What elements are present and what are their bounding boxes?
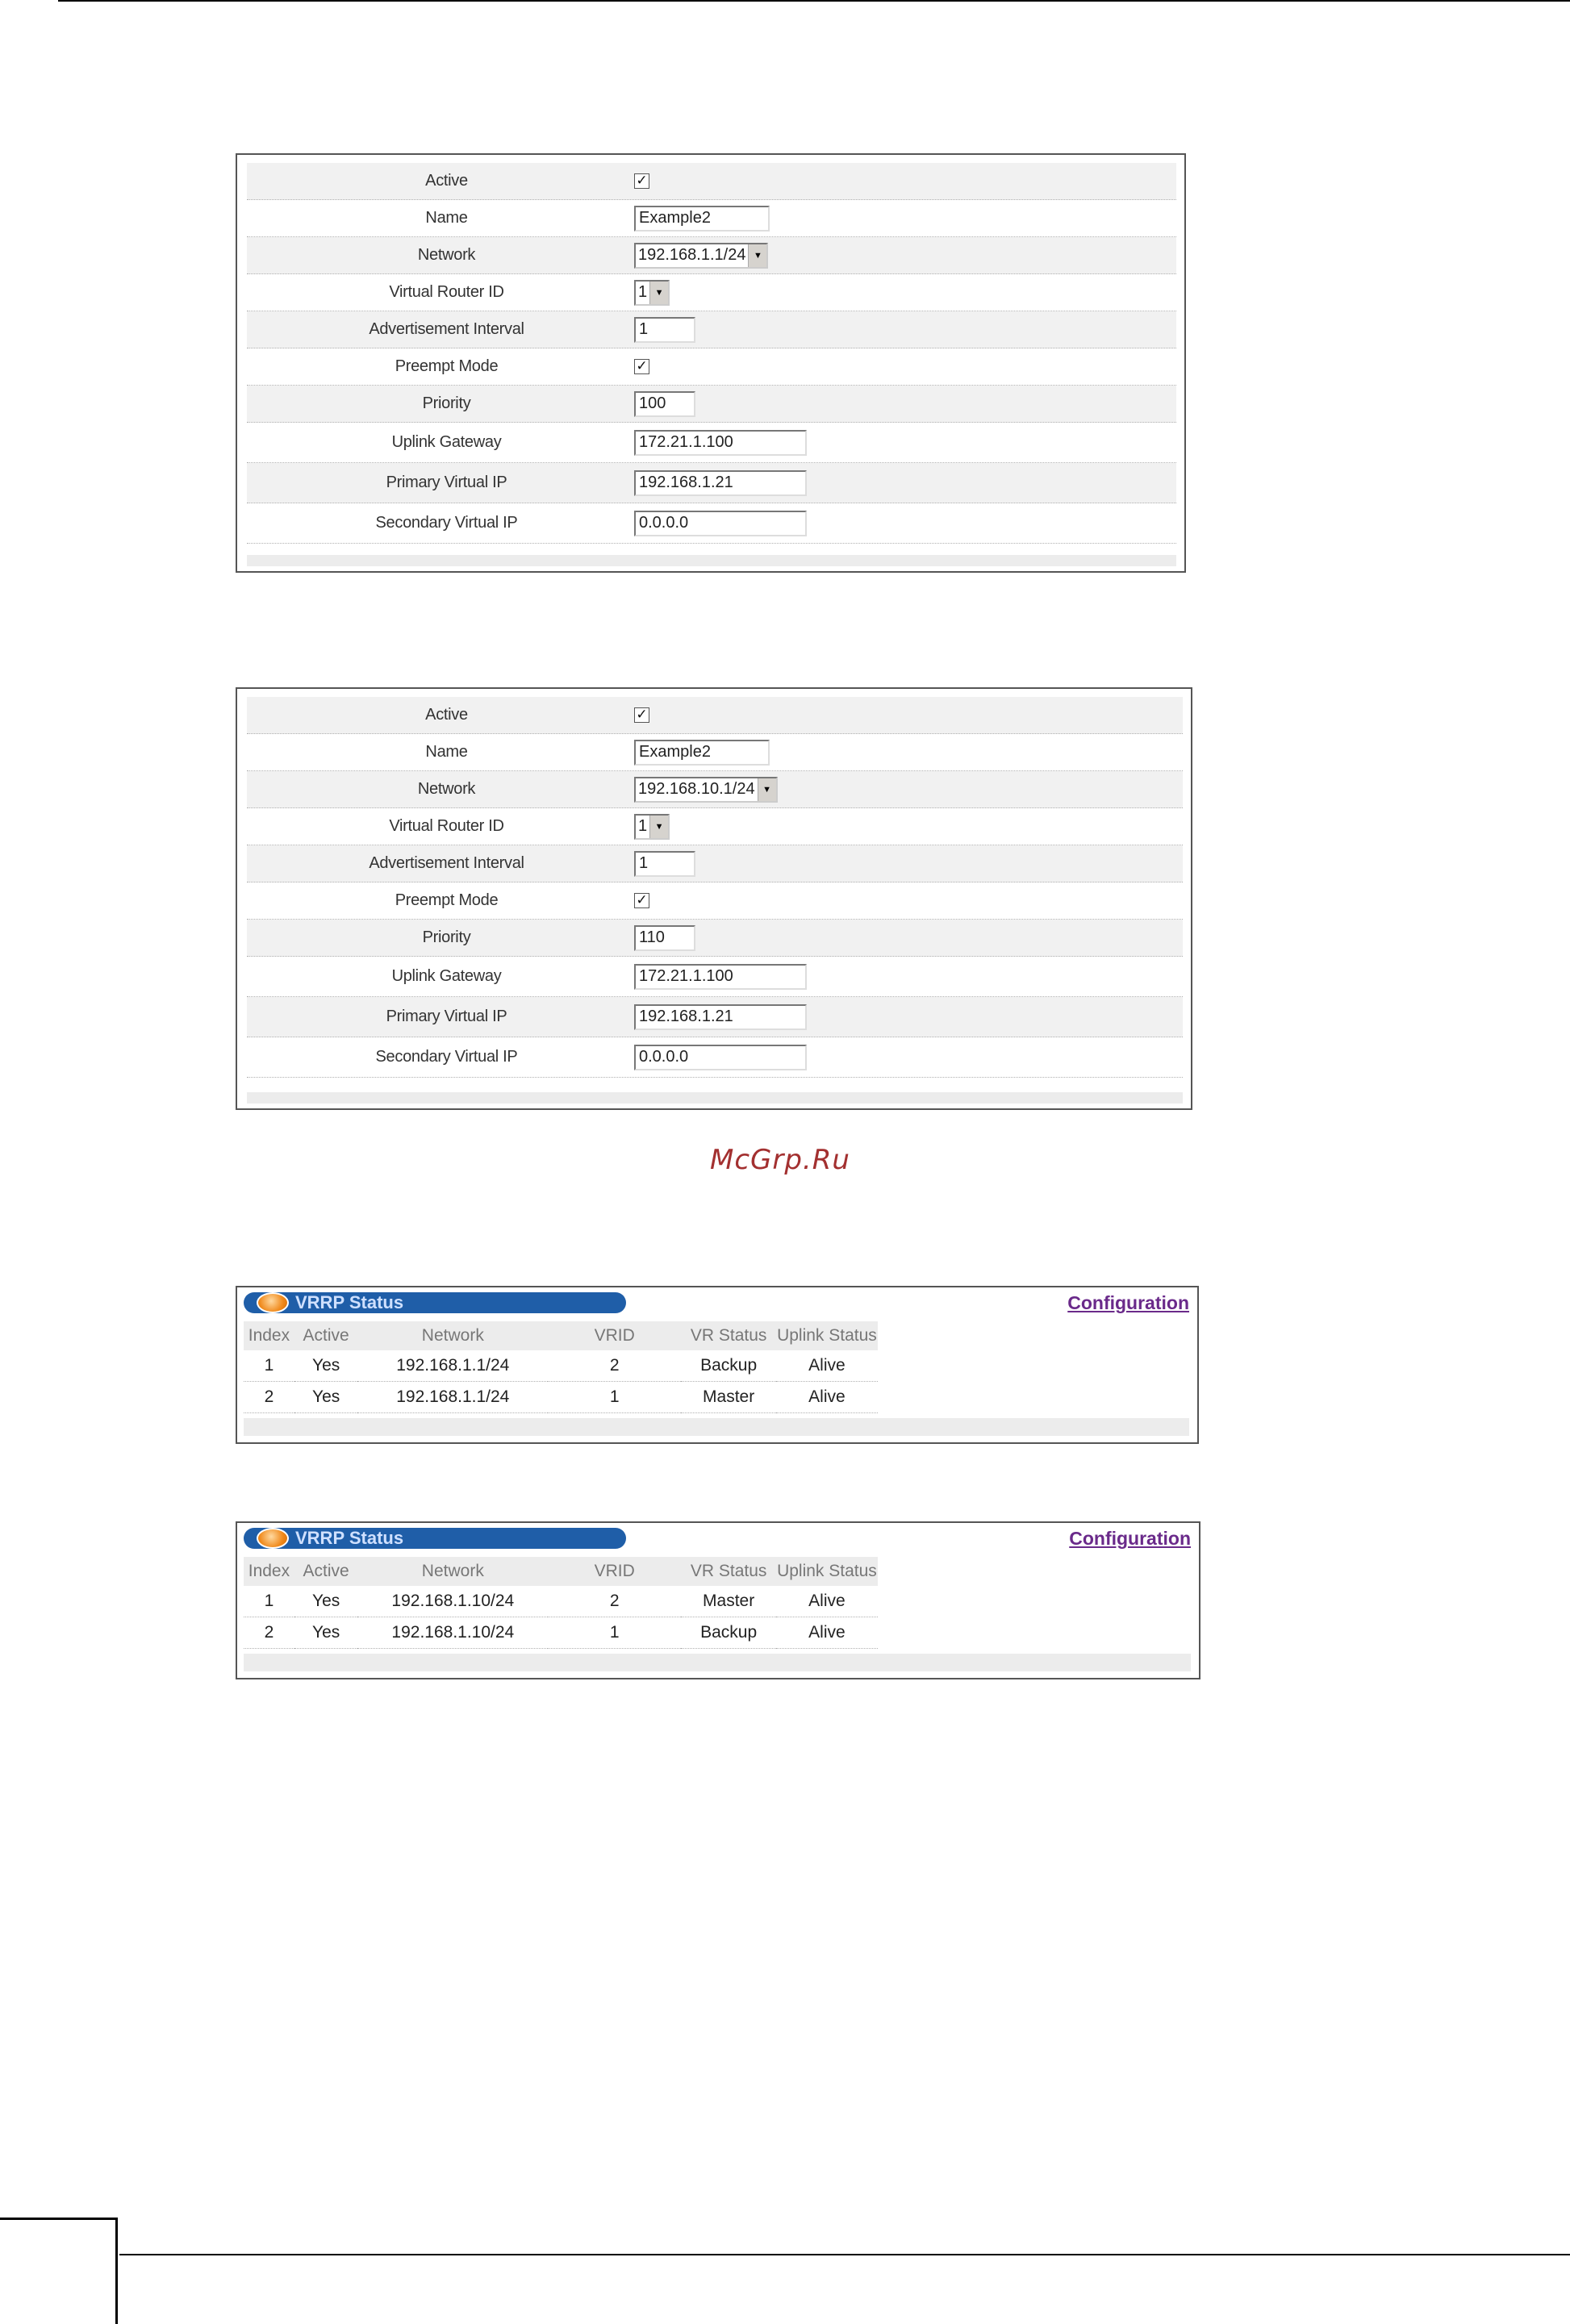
table-cell-vrid: 2 [548,1586,681,1617]
table-cell-uplink-status: Alive [776,1586,878,1617]
field-label: Active [425,706,468,724]
field-label: Uplink Gateway [391,967,502,985]
page-number-box [0,2218,118,2324]
field-value [634,808,670,845]
field-value [634,845,695,882]
column-header-vrid: VRID [548,1557,681,1586]
status-footer [244,1654,1191,1671]
form-rows [247,163,1176,544]
form-row-virtual-router-id [247,808,1183,845]
advertisement-interval-input[interactable]: 1 [634,851,695,877]
field-value [634,463,807,503]
form-row-secondary-virtual-ip [247,503,1176,544]
table-header-row [244,1321,878,1350]
status-table [244,1321,878,1413]
vrrp-form-panel-1 [236,153,1186,573]
table-cell-network: 192.168.1.1/24 [357,1382,548,1413]
field-value [634,423,807,462]
primary-virtual-ip-input[interactable]: 192.168.1.21 [634,470,807,496]
field-value [634,163,649,199]
column-header-active: Active [294,1321,358,1350]
advertisement-interval-input[interactable]: 1 [634,317,695,343]
field-label: Virtual Router ID [389,283,504,301]
chevron-down-icon[interactable]: ▼ [748,244,766,267]
field-value [634,386,695,422]
table-cell-vrid: 1 [548,1617,681,1649]
active-checkbox[interactable]: ✓ [634,173,649,189]
select-value: 192.168.1.1/24 [638,246,746,264]
chevron-down-icon[interactable]: ▼ [649,816,668,838]
vrrp-status-panel-2 [236,1521,1200,1679]
field-label: Priority [422,394,471,412]
form-row-priority [247,386,1176,423]
table-cell-vrid: 1 [548,1382,681,1413]
field-label: Advertisement Interval [369,854,524,872]
status-footer [244,1418,1189,1436]
field-label: Name [425,743,468,761]
field-value [634,920,695,956]
status-title: VRRP Status [295,1528,404,1548]
field-value [634,1037,807,1077]
field-value [634,697,649,733]
table-row [244,1382,878,1413]
form-row-virtual-router-id [247,274,1176,311]
panel-footer [247,555,1176,566]
status-title-bar [244,1292,626,1313]
column-header-vr-status: VR Status [681,1557,776,1586]
field-value [634,274,670,311]
status-title: VRRP Status [295,1292,404,1312]
priority-input[interactable]: 110 [634,925,695,951]
field-label: Uplink Gateway [391,433,502,451]
form-row-advertisement-interval [247,311,1176,348]
panel-footer [247,1092,1183,1104]
virtual-router-id-select[interactable] [634,280,670,306]
table-cell-vrid: 2 [548,1350,681,1382]
table-cell-index: 2 [244,1382,294,1413]
form-row-name [247,200,1176,237]
configuration-link[interactable]: Configuration [1067,1292,1189,1313]
primary-virtual-ip-input[interactable]: 192.168.1.21 [634,1004,807,1030]
form-row-advertisement-interval [247,845,1183,882]
table-row [244,1586,878,1617]
name-input[interactable]: Example2 [634,206,770,232]
form-row-active [247,697,1183,734]
field-label: Primary Virtual IP [386,474,507,491]
table-cell-index: 1 [244,1586,294,1617]
bottom-rule [119,2254,1570,2255]
name-input[interactable]: Example2 [634,740,770,766]
form-row-name [247,734,1183,771]
network-select[interactable] [634,243,768,269]
network-select[interactable] [634,777,778,803]
virtual-router-id-select[interactable] [634,814,670,840]
select-value: 192.168.10.1/24 [638,780,755,798]
select-value: 1 [638,283,648,301]
column-header-active: Active [294,1557,358,1586]
table-cell-active: Yes [294,1350,358,1382]
field-label: Priority [422,928,471,946]
status-orb-icon [257,1292,289,1313]
form-row-preempt-mode [247,882,1183,920]
table-cell-active: Yes [294,1382,358,1413]
column-header-network: Network [357,1321,548,1350]
table-cell-uplink-status: Alive [776,1617,878,1649]
uplink-gateway-input[interactable]: 172.21.1.100 [634,964,807,990]
column-header-index: Index [244,1557,294,1586]
field-label: Active [425,172,468,190]
table-cell-network: 192.168.1.10/24 [357,1617,548,1649]
chevron-down-icon[interactable]: ▼ [649,282,668,304]
field-label: Network [417,246,476,264]
table-cell-index: 1 [244,1350,294,1382]
table-header-row [244,1557,878,1586]
field-label: Preempt Mode [395,891,499,909]
uplink-gateway-input[interactable]: 172.21.1.100 [634,430,807,456]
table-cell-vr-status: Master [681,1382,776,1413]
column-header-vr-status: VR Status [681,1321,776,1350]
select-value: 1 [638,817,648,835]
column-header-index: Index [244,1321,294,1350]
form-row-preempt-mode [247,348,1176,386]
form-rows [247,697,1183,1078]
field-label: Name [425,209,468,227]
preempt-mode-checkbox[interactable]: ✓ [634,359,649,374]
field-label: Network [417,780,476,798]
field-value [634,237,768,273]
table-row [244,1350,878,1382]
field-label: Primary Virtual IP [386,1008,507,1025]
field-value [634,957,807,996]
column-header-uplink-status: Uplink Status [776,1321,878,1350]
field-value [634,348,649,385]
form-row-priority [247,920,1183,957]
form-row-secondary-virtual-ip [247,1037,1183,1078]
status-table [244,1557,878,1649]
vrrp-status-panel-1 [236,1286,1199,1444]
table-cell-index: 2 [244,1617,294,1649]
table-cell-uplink-status: Alive [776,1350,878,1382]
field-label: Secondary Virtual IP [375,514,518,532]
watermark: McGrp.Ru [710,1144,850,1176]
table-cell-active: Yes [294,1617,358,1649]
field-label: Advertisement Interval [369,320,524,338]
vrrp-form-panel-2 [236,687,1192,1110]
column-header-vrid: VRID [548,1321,681,1350]
configuration-link[interactable]: Configuration [1069,1528,1191,1549]
column-header-network: Network [357,1557,548,1586]
status-orb-icon [257,1528,289,1549]
top-rule [58,0,1570,2]
table-cell-vr-status: Backup [681,1617,776,1649]
form-row-network [247,237,1176,274]
field-value [634,734,770,770]
table-cell-active: Yes [294,1586,358,1617]
status-title-bar [244,1528,626,1549]
field-value [634,997,807,1037]
secondary-virtual-ip-input[interactable]: 0.0.0.0 [634,1045,807,1070]
table-cell-vr-status: Master [681,1586,776,1617]
form-row-network [247,771,1183,808]
field-value [634,771,778,807]
field-label: Secondary Virtual IP [375,1048,518,1066]
field-label: Virtual Router ID [389,817,504,835]
form-row-primary-virtual-ip [247,463,1176,503]
field-value [634,200,770,236]
form-row-primary-virtual-ip [247,997,1183,1037]
secondary-virtual-ip-input[interactable]: 0.0.0.0 [634,511,807,536]
table-cell-network: 192.168.1.1/24 [357,1350,548,1382]
field-value [634,882,649,919]
form-row-uplink-gateway [247,423,1176,463]
priority-input[interactable]: 100 [634,391,695,417]
field-value [634,503,807,543]
table-cell-vr-status: Backup [681,1350,776,1382]
active-checkbox[interactable]: ✓ [634,707,649,723]
table-cell-uplink-status: Alive [776,1382,878,1413]
table-row [244,1617,878,1649]
chevron-down-icon[interactable]: ▼ [758,778,776,801]
preempt-mode-checkbox[interactable]: ✓ [634,893,649,908]
form-row-uplink-gateway [247,957,1183,997]
field-value [634,311,695,348]
table-cell-network: 192.168.1.10/24 [357,1586,548,1617]
column-header-uplink-status: Uplink Status [776,1557,878,1586]
field-label: Preempt Mode [395,357,499,375]
form-row-active [247,163,1176,200]
